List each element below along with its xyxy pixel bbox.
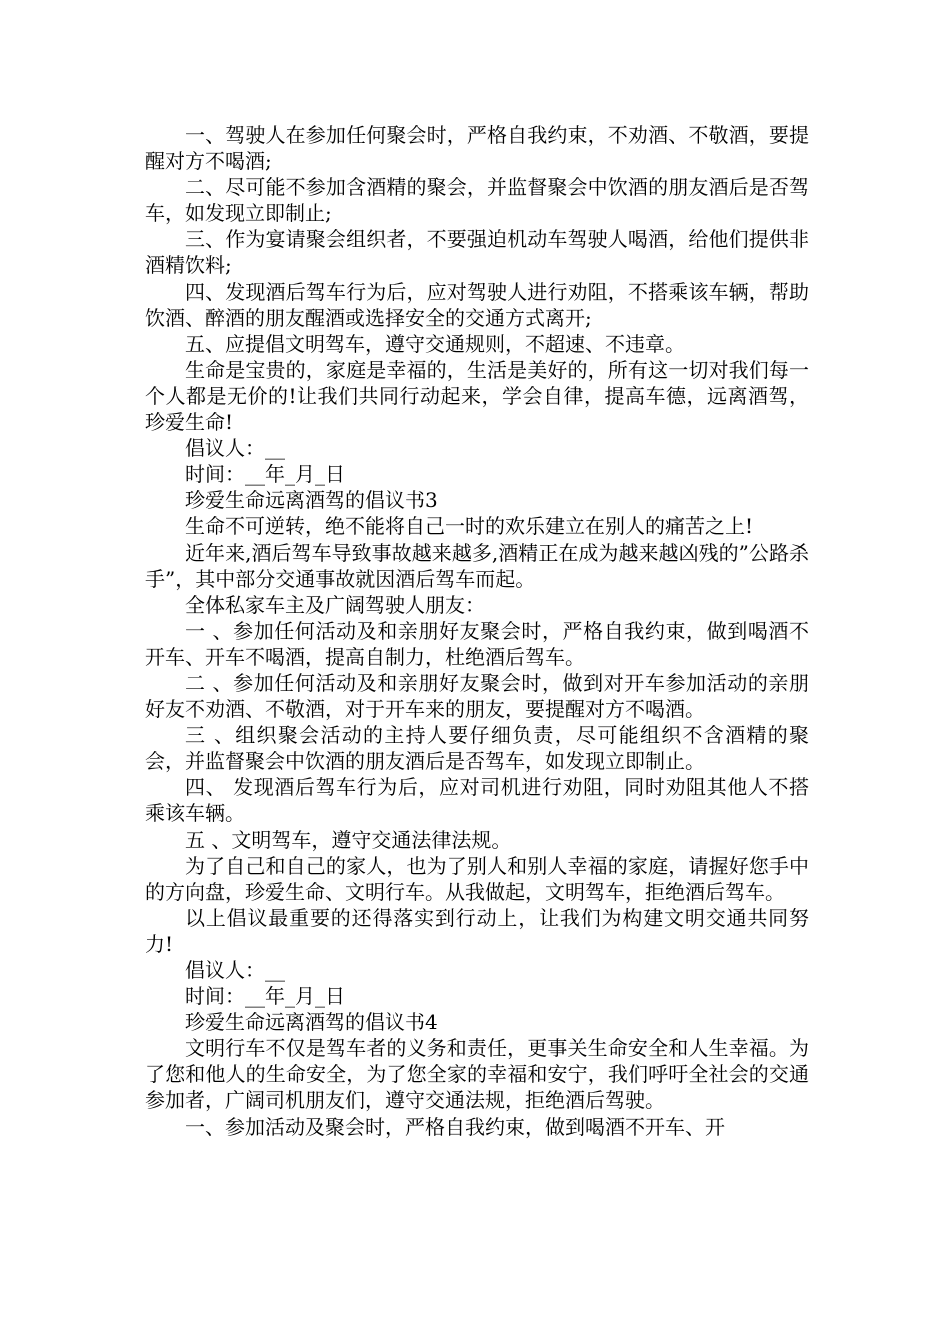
paragraph-item-2: 二 、参加任何活动及和亲朋好友聚会时，做到对开车参加活动的亲朋好友不劝酒、不敬酒，对于开车来的朋友，要提醒对方不喝酒。 xyxy=(145,670,809,722)
paragraph-item-4: 四、 发现酒后驾车行为后，应对司机进行劝阻，同时劝阻其他人不搭乘该车辆。 xyxy=(145,775,809,826)
paragraph-pledge-4: 四、发现酒后驾车行为后，应对驾驶人进行劝阻，不搭乘该车辆，帮助饮酒、醉酒的朋友醒酒或选择安全的交通方式离开; xyxy=(145,279,809,330)
paragraph-pledge-5: 五、应提倡文明驾车，遵守交通规则，不超速、不违章。 xyxy=(185,331,685,356)
paragraph-appeal: 为了自己和自己的家人，也为了别人和别人幸福的家庭，请握好您手中的方向盘，珍爱生命、文明行车。从我做起，文明驾车，拒绝酒后驾车。 xyxy=(145,853,809,904)
signature-line: 倡议人：__ xyxy=(185,958,285,982)
paragraph-pledge-3: 三、作为宴请聚会组织者，不要强迫机动车驾驶人喝酒，给他们提供非酒精饮料; xyxy=(145,227,809,278)
date-line: 时间：__年_月_日 xyxy=(185,984,345,1009)
paragraph-item-3: 三 、组织聚会活动的主持人要仔细负责，尽可能组织不含酒精的聚会，并监督聚会中饮酒的朋友酒后是否驾车，如发现立即制止。 xyxy=(145,723,809,774)
signature-line: 倡议人：__ xyxy=(185,436,285,461)
section-heading-4: 珍爱生命远离酒驾的倡议书4 xyxy=(185,1010,438,1035)
paragraph-closing: 生命是宝贵的，家庭是幸福的，生活是美好的，所有这一切对我们每一个人都是无价的!让我们共同行动起来，学会自律，提高车德，远离酒驾，珍爱生命! xyxy=(145,357,809,435)
paragraph-item-1: 一、参加活动及聚会时，严格自我约束，做到喝酒不开车、开 xyxy=(185,1114,725,1139)
salutation: 全体私家车主及广阔驾驶人朋友： xyxy=(185,592,485,617)
paragraph-background: 近年来,酒后驾车导致事故越来越多,酒精正在成为越来越凶残的”公路杀手”，其中部分交通事故就因酒后驾车而起。 xyxy=(145,540,809,591)
section-heading-3: 珍爱生命远离酒驾的倡议书3 xyxy=(185,488,438,513)
paragraph-item-1: 一 、参加任何活动及和亲朋好友聚会时，严格自我约束，做到喝酒不开车、开车不喝酒，提高自制力，杜绝酒后驾车。 xyxy=(145,618,809,669)
paragraph-pledge-2: 二、尽可能不参加含酒精的聚会，并监督聚会中饮酒的朋友酒后是否驾车，如发现立即制止; xyxy=(145,175,809,226)
document-page xyxy=(145,122,809,1140)
date-line: 时间：__年_月_日 xyxy=(185,462,345,487)
paragraph-item-5: 五 、文明驾车，遵守交通法律法规。 xyxy=(185,827,512,852)
paragraph-intro: 生命不可逆转，绝不能将自己一时的欢乐建立在别人的痛苦之上! xyxy=(185,514,754,539)
paragraph-pledge-1: 一、驾驶人在参加任何聚会时，严格自我约束，不劝酒、不敬酒，要提醒对方不喝酒; xyxy=(145,123,809,174)
paragraph-intro: 文明行车不仅是驾车者的义务和责任，更事关生命安全和人生幸福。为了您和他人的生命安全，为了您全家的幸福和安宁，我们呼吁全社会的交通参加者，广阔司机朋友们，遵守交通法规，拒绝酒后驾驶。 xyxy=(145,1036,809,1113)
paragraph-conclusion: 以上倡议最重要的还得落实到行动上，让我们为构建文明交通共同努力! xyxy=(145,905,809,956)
